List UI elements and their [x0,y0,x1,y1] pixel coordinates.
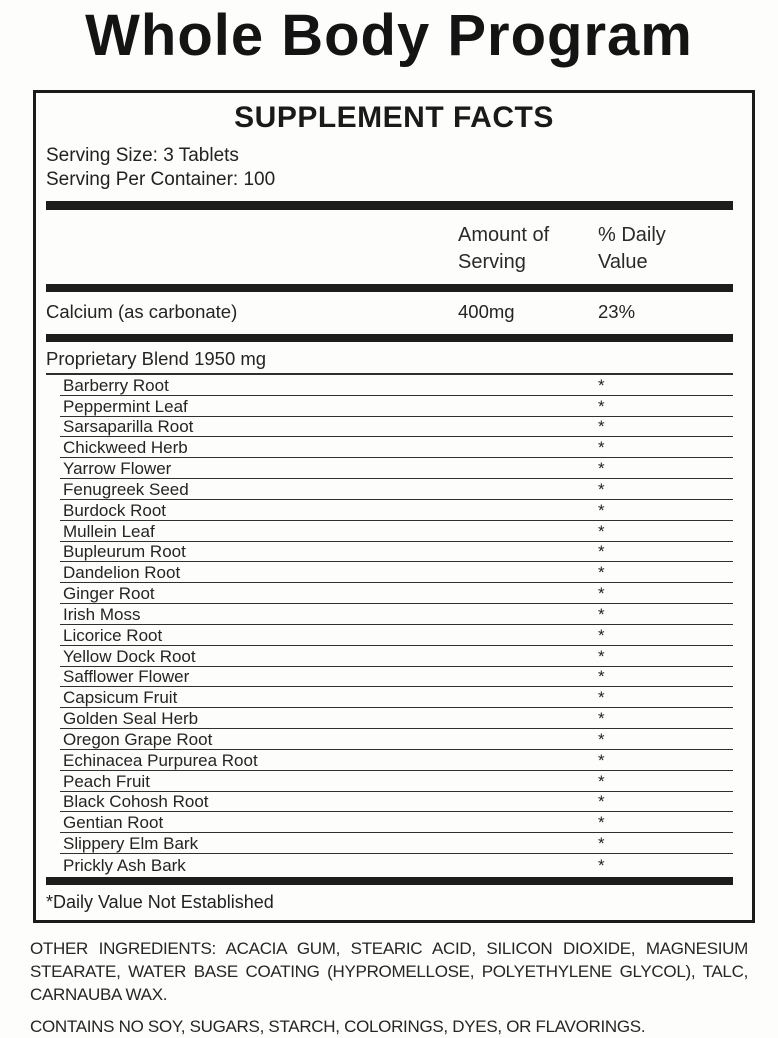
ingredient-daily-value-asterisk: * [598,625,605,645]
blend-ingredient-row [60,562,733,583]
blend-ingredient-row [60,583,733,604]
ingredient-name: Bupleurum Root [63,542,186,562]
ingredient-daily-value-asterisk: * [598,792,605,812]
daily-value-footnote: *Daily Value Not Established [46,891,274,912]
blend-ingredient-row [60,458,733,479]
thick-divider-under-headers [46,284,733,292]
ingredient-name: Echinacea Purpurea Root [63,750,258,770]
ingredient-daily-value-asterisk: * [598,542,605,562]
blend-ingredient-row [60,396,733,417]
thick-divider-under-calcium [46,334,733,342]
thick-divider-bottom [46,877,733,885]
ingredient-daily-value-asterisk: * [598,855,605,875]
blend-ingredient-row [60,729,733,750]
blend-ingredient-row [60,604,733,625]
blend-ingredient-row [60,500,733,521]
ingredient-name: Ginger Root [63,584,155,604]
blend-ingredient-row [60,750,733,771]
other-ingredients-statement: OTHER INGREDIENTS: ACACIA GUM, STEARIC ACID, SILICON DIOXIDE, MAGNESIUM STEARATE, WATER BASE COATING (HYPROMELLOSE, POLYETHYLENE GLYCOL), TALC, CARNAUBA WAX. [30,938,748,1004]
thick-divider-top [46,201,733,210]
ingredient-name: Slippery Elm Bark [63,834,199,854]
page-title: Whole Body Program [85,3,693,68]
ingredient-daily-value-asterisk: * [598,438,605,458]
blend-ingredient-row [60,854,733,875]
ingredient-daily-value-asterisk: * [598,688,605,708]
blend-ingredient-row [60,667,733,688]
ingredient-daily-value-asterisk: * [598,500,605,520]
column-headers-row [36,210,752,284]
ingredient-name: Fenugreek Seed [63,479,189,499]
ingredient-daily-value-asterisk: * [598,750,605,770]
column-header-daily-value: % Daily Value [598,224,666,273]
supplement-label-page [0,3,778,1036]
serving-info [46,144,733,192]
ingredient-daily-value-asterisk: * [598,709,605,729]
blend-ingredient-row [60,375,733,396]
ingredient-daily-value-asterisk: * [598,375,605,395]
servings-per-container-text: Serving Per Container: 100 [46,169,276,190]
column-header-amount: Amount of Serving [458,224,550,273]
ingredient-daily-value-asterisk: * [598,646,605,666]
blend-ingredient-row [60,479,733,500]
ingredient-name: Peach Fruit [63,771,150,791]
blend-ingredient-row [60,542,733,563]
ingredient-daily-value-asterisk: * [598,771,605,791]
ingredient-daily-value-asterisk: * [598,459,605,479]
nutrient-row-calcium [36,292,752,334]
ingredient-name: Prickly Ash Bark [63,855,186,875]
ingredient-daily-value-asterisk: * [598,417,605,437]
ingredient-name: Dandelion Root [63,563,181,583]
ingredient-name: Safflower Flower [63,667,190,687]
ingredient-daily-value-asterisk: * [598,729,605,749]
blend-ingredient-row [60,417,733,438]
blend-ingredient-row [60,771,733,792]
ingredient-name: Gentian Root [63,813,164,833]
ingredient-name: Barberry Root [63,375,169,395]
blend-ingredient-row [60,833,733,854]
ingredient-name: Mullein Leaf [63,521,155,541]
ingredient-name: Golden Seal Herb [63,709,199,729]
ingredient-name: Burdock Root [63,500,166,520]
ingredient-daily-value-asterisk: * [598,813,605,833]
ingredient-name: Oregon Grape Root [63,729,213,749]
blend-ingredient-row [60,646,733,667]
blend-ingredient-row [60,521,733,542]
blend-ingredient-list [60,375,733,875]
blend-ingredient-row [60,687,733,708]
nutrient-daily-value: 23% [598,301,636,322]
ingredient-name: Irish Moss [63,604,141,624]
ingredient-name: Sarsaparilla Root [63,417,194,437]
ingredient-daily-value-asterisk: * [598,604,605,624]
proprietary-blend-header: Proprietary Blend 1950 mg [46,349,733,375]
blend-ingredient-row [60,812,733,833]
ingredient-name: Chickweed Herb [63,438,188,458]
ingredient-name: Peppermint Leaf [63,396,188,416]
blend-ingredient-row [60,625,733,646]
serving-size-text: Serving Size: 3 Tablets [46,145,239,166]
ingredient-name: Black Cohosh Root [63,792,209,812]
blend-ingredient-row [60,437,733,458]
facts-heading: SUPPLEMENT FACTS [234,101,554,134]
supplement-facts-panel [33,90,755,923]
ingredient-daily-value-asterisk: * [598,834,605,854]
ingredient-daily-value-asterisk: * [598,479,605,499]
blend-ingredient-row [60,792,733,813]
ingredient-daily-value-asterisk: * [598,667,605,687]
ingredient-name: Yarrow Flower [63,459,172,479]
ingredient-daily-value-asterisk: * [598,521,605,541]
ingredient-daily-value-asterisk: * [598,584,605,604]
ingredient-daily-value-asterisk: * [598,396,605,416]
ingredient-name: Capsicum Fruit [63,688,178,708]
nutrient-name: Calcium (as carbonate) [46,301,238,322]
blend-ingredient-row [60,708,733,729]
ingredient-daily-value-asterisk: * [598,563,605,583]
ingredient-name: Yellow Dock Root [63,646,196,666]
ingredient-name: Licorice Root [63,625,163,645]
nutrient-amount: 400mg [458,301,515,322]
contains-statement: CONTAINS NO SOY, SUGARS, STARCH, COLORINGS, DYES, OR FLAVORINGS. [30,1016,646,1036]
